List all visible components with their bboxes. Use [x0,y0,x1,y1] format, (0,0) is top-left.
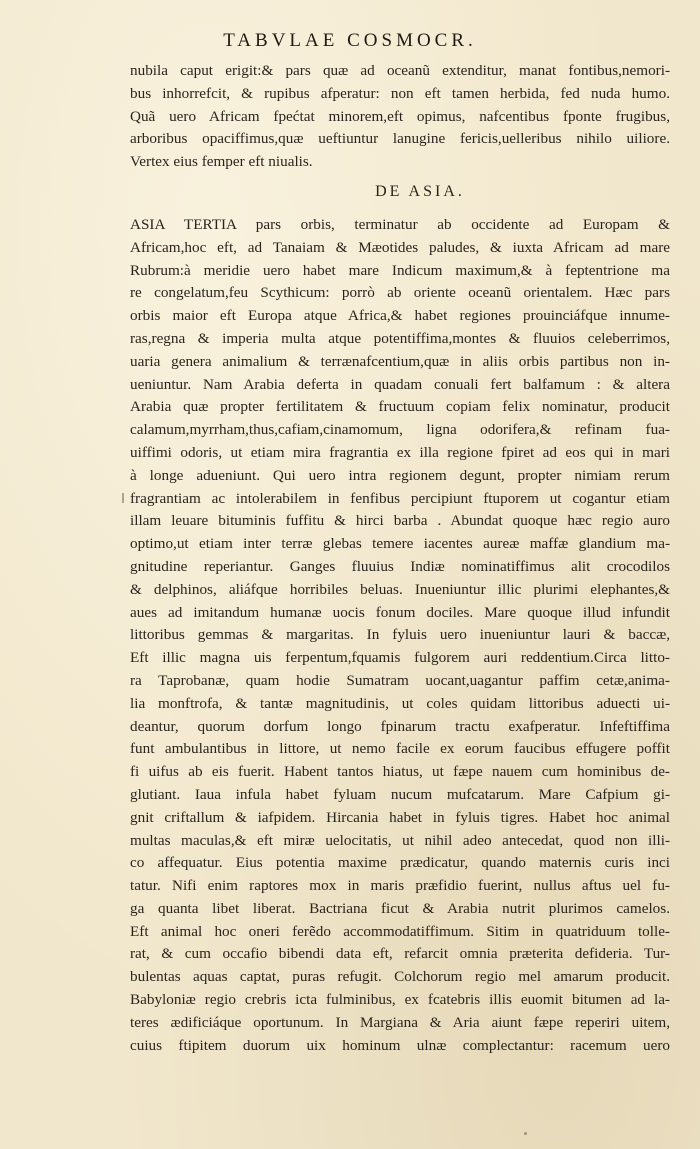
text-block [130,60,670,1057]
text-line: fragrantiam ac intolerabilem in fenfibus percipiunt ftuporem ut cogantur etiam [130,489,670,507]
text-line: funt ambulantibus in littore, ut nemo facile ex eorum faucibus effugere poffit [130,740,670,758]
intro-paragraph [130,60,670,174]
text-line: glutiant. Iaua infula habet fyluam nucum mufcatarum. Mare Cafpium gi- [130,785,670,803]
text-line: deantur, quorum dorfum longo fpinarum tractu exafperatur. Infeftiffima [130,717,670,735]
running-head: TABVLAE COSMOCR. [223,30,477,51]
text-line: Eft illic magna uis ferpentum,fquamis fulgorem auri reddentium.Circa litto- [130,649,670,667]
text-line: nubila caput erigit:& pars quæ ad oceanũ extenditur, manat fontibus,nemori- [130,62,670,79]
margin-mark [122,493,124,503]
asia-paragraph [130,214,670,1057]
text-line: ras,regna & imperia multa atque potentiffima,montes & fluuios celeberrimos, [130,329,670,347]
text-line: ueniuntur. Nam Arabia deferta in quadam conuali fert balfamum : & altera [130,375,670,393]
text-line: tatur. Nifi enim raptores mox in maris præfidio fuerint, nullus aftus uel fu- [130,877,670,895]
text-line: cuius ftipitem duorum uix hominum ulnæ complectantur: racemum uero [130,1036,670,1054]
text-line: optimo,ut etiam inter terræ glebas temere iacentes aureæ maffæ glandium ma- [130,535,670,553]
text-line: Quã uero Africam fpećtat minorem,eft opimus, nafcentibus fponte frugibus, [130,107,670,125]
text-line: gnit criftallum & iafpidem. Hircania habet in fyluis tigres. Habet hoc animal [130,808,670,826]
text-line: re congelatum,feu Scythicum: porrò ab oriente oceanũ orientalem. Hæc pars [130,284,670,302]
text-line: multas maculas,& eft miræ uelocitatis, ut nihil adeo antecedat, quod non illi- [130,831,670,849]
text-line: ASIA TERTIA pars orbis, terminatur ab occidente ad Europam & [130,215,670,233]
text-line: bus inhorrefcit, & rupibus afperatur: non eft tamen herbida, fed nuda humo. [130,84,670,102]
text-line: co affequatur. Eius potentia maxime prædicatur, quando maternis curis inci [130,854,670,872]
text-line: uiffimi odoris, ut etiam mira fragrantia ex illa regione fpiret ad eos qui in mari [130,443,670,461]
text-line: Vertex eius femper eft niualis. [130,153,313,171]
text-line: fi uifus ab eis fuerit. Habent tantos hiatus, ut fæpe nauem cum hominibus de- [130,763,670,781]
text-line: Africam,hoc eft, ad Tanaiam & Mæotides paludes, & iuxta Africam ad mare [130,238,670,256]
text-line: Rubrum:à meridie uero habet mare Indicum maximum,& à feptentrione ma [130,261,670,279]
text-line: rat, & cum occafio bibendi data eft, refarcit omnia præterita defideria. Tur- [130,945,670,963]
text-line: aues ad imitandum humanæ uocis fonum dociles. Mare quoque illud infundit [130,603,670,621]
section-heading: DE ASIA. [375,182,465,200]
text-line: orbis maior eft Europa atque Africa,& habet regiones prouinciáfque innume- [130,307,670,325]
text-line: à longe adueniunt. Qui uero intra regionem degunt, propter nimiam rerum [130,466,670,484]
text-line: lia monftrofa, & tantæ magnitudinis, ut coles quidam littoribus aduecti ui- [130,694,670,712]
paper-speck [524,1132,527,1135]
text-line: bulentas aquas captat, puras refugit. Colchorum regio mel amarum producit. [130,968,670,986]
text-line: illam leuare bituminis fuffitu & hirci barba . Abundat quoque hæc regio auro [130,512,670,530]
text-line: Babyloniæ regio crebris icta fulminibus, ex fcatebris illis euomit bitumen ad la- [130,991,670,1009]
text-line: & delphinos, aliáfque horribiles beluas. Inueniuntur illic plurimi elephantes,& [130,580,670,598]
text-line: Eft animal hoc oneri ferẽdo accommodatiffimum. Sitim in quatriduum tolle- [130,922,670,940]
text-line: littoribus gemmas & margaritas. In fyluis uero inueniuntur lauri & baccæ, [130,626,670,644]
text-line: Arabia quæ propter fertilitatem & fructuum copiam felix nominatur, producit [130,398,670,416]
text-line: arboribus opaciffimus,quæ ueftiuntur lanugine fericis,uelleribus nihilo uiliore. [130,130,670,148]
text-line: calamum,myrrham,thus,cafiam,cinamomum, ligna odorifera,& refinam fua- [130,421,670,439]
text-line: ga quanta libet liberat. Bactriana ficut & Arabia nutrit plurimos camelos. [130,899,670,917]
text-line: uaria genera animalium & terrænafcentium,quæ in aliis orbis partibus non in- [130,352,670,370]
text-line: teres ædificiáque oportunum. In Margiana & Aria aiunt fæpe reperiri uitem, [130,1013,670,1031]
text-line: gnitudine reperiantur. Ganges fluuius Indiæ nominatiffimus alit crocodilos [130,557,670,575]
text-line: ra Taprobanæ, quam hodie Sumatram uocant,uagantur paffim cetæ,anima- [130,671,670,689]
